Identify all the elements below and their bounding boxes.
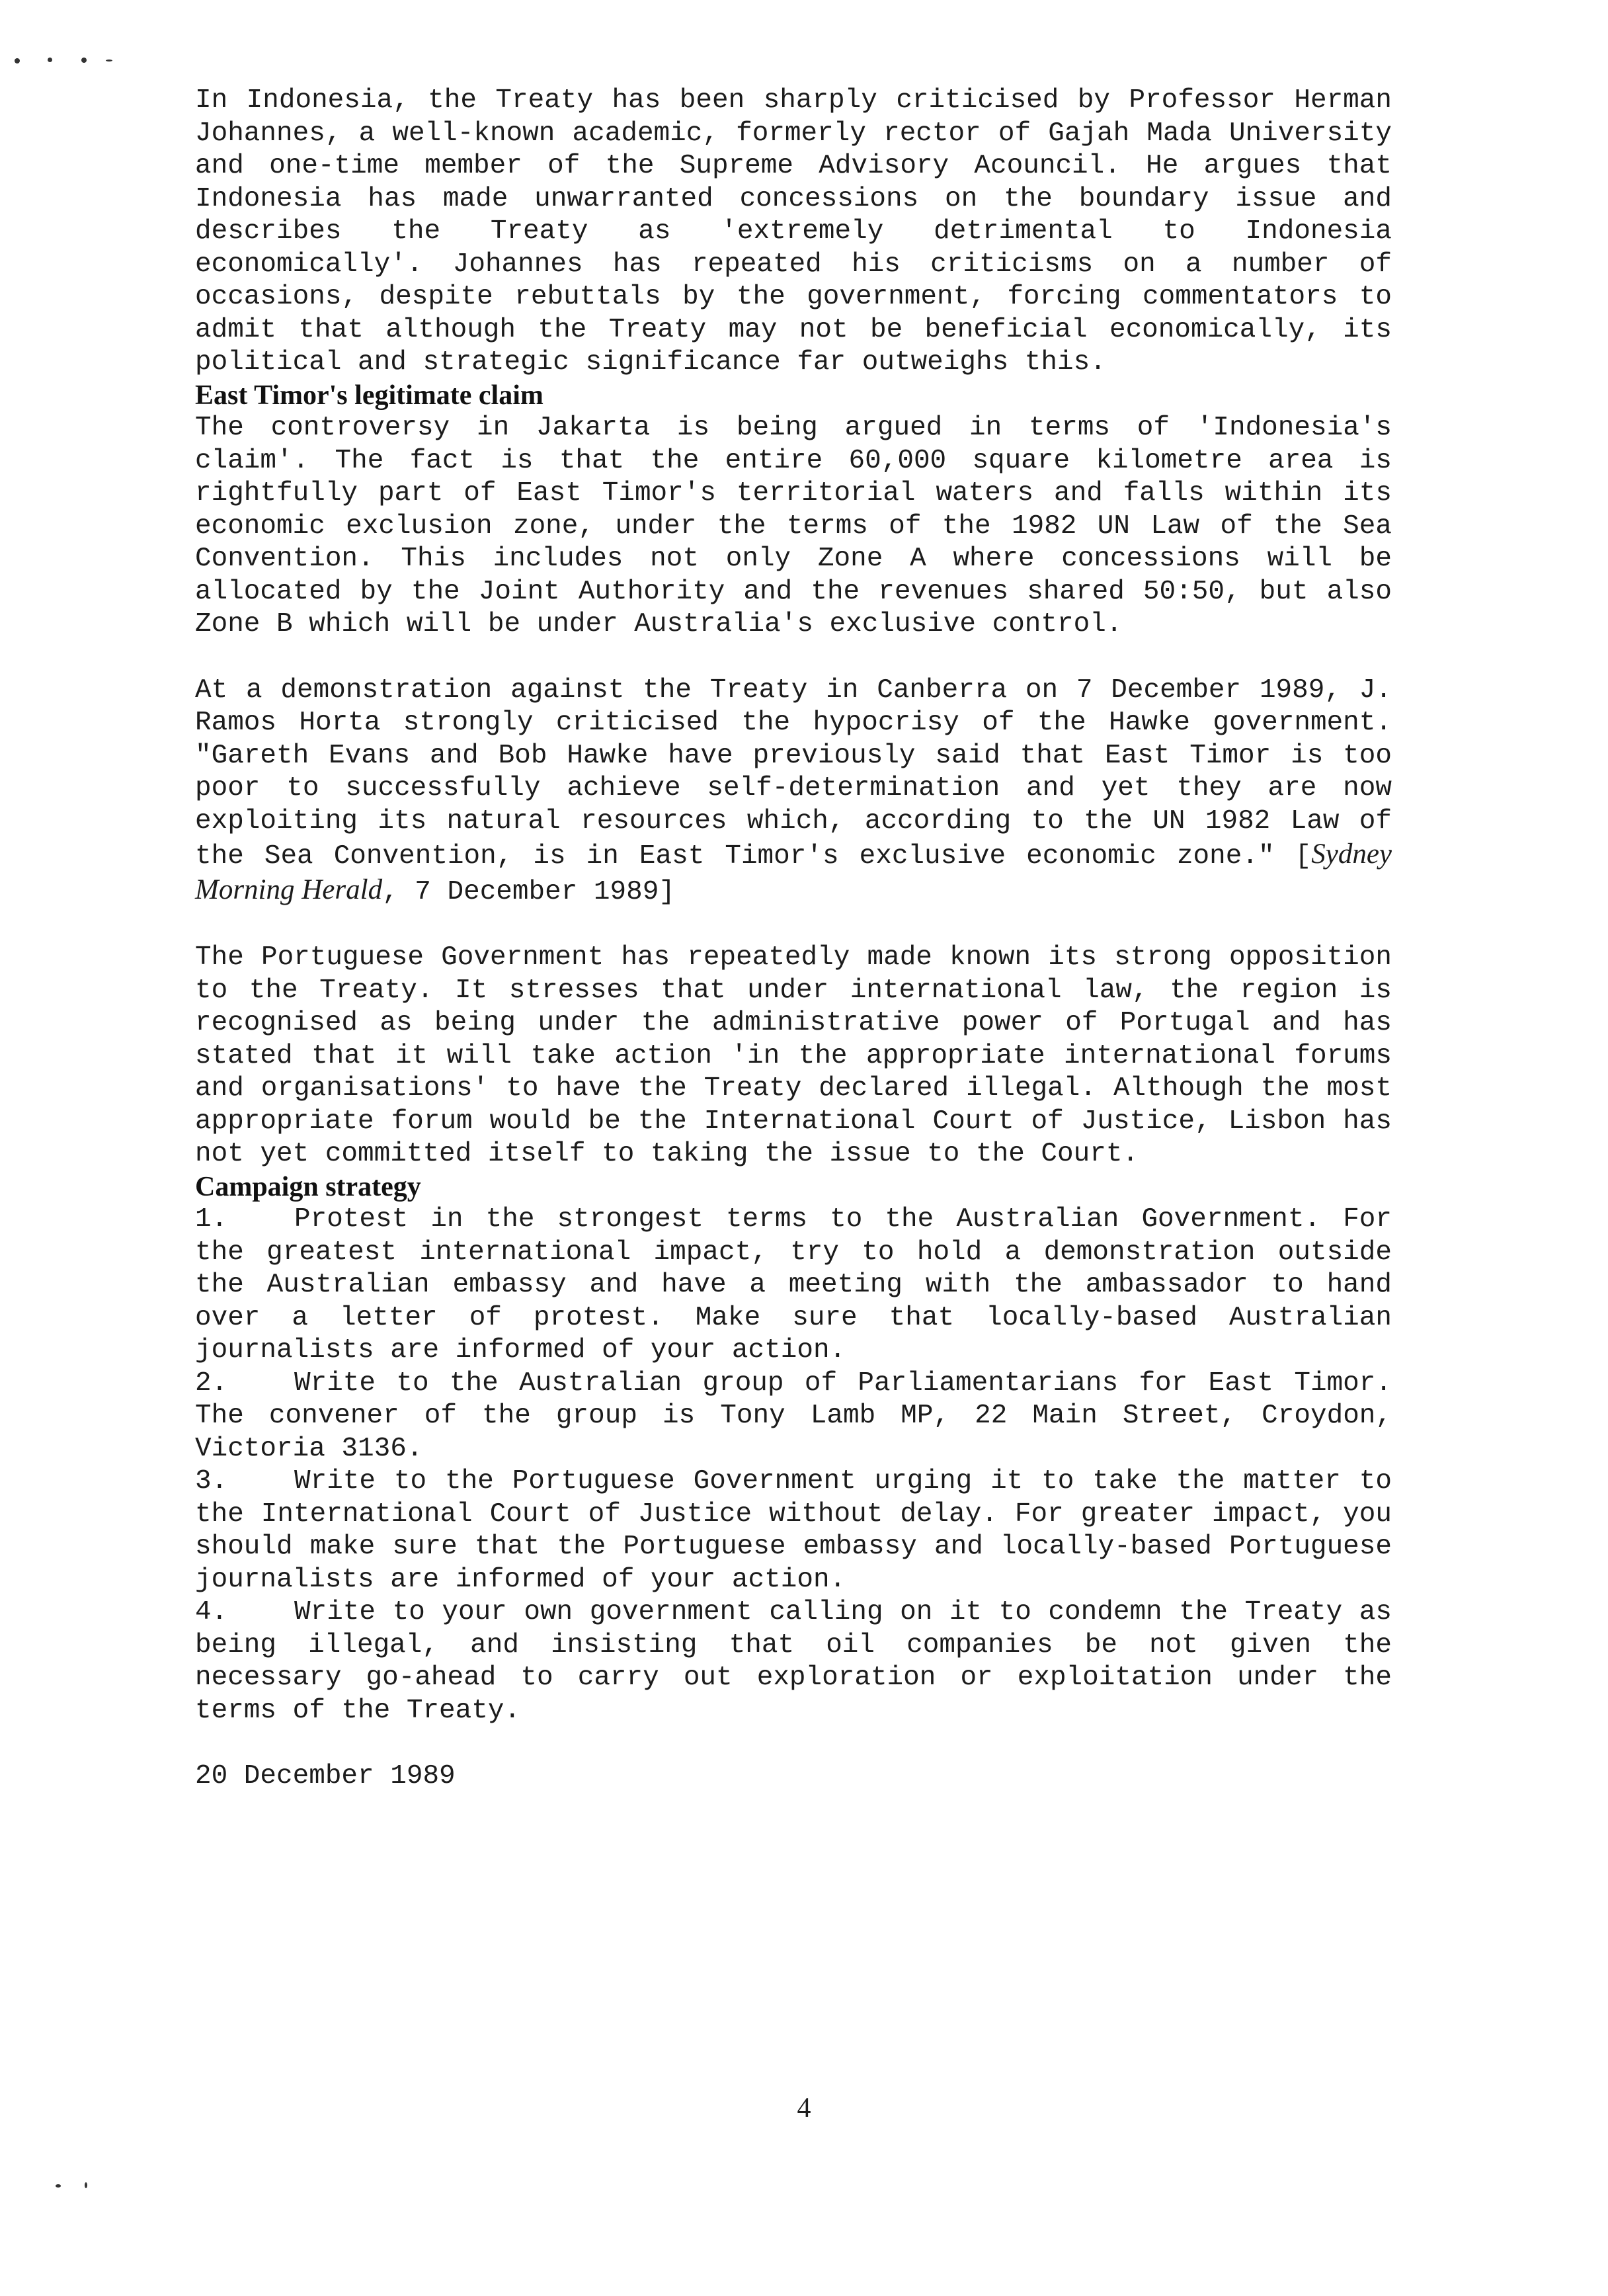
list-item-text: Write to the Australian group of Parliamentarians for East Timor. The convener of the group is Tony Lamb MP, 22 Main Street, Croydon, Victoria 3136. <box>195 1368 1392 1464</box>
list-item <box>195 1368 1392 1466</box>
list-item-number: 3. <box>195 1466 228 1496</box>
scan-speck <box>56 2184 61 2188</box>
claim-paragraph-3: The Portuguese Government has repeatedly made known its strong opposition to the Treaty. It stresses that under international law, the region is recognised as being under the administrative power of Portugal and has stated that it will take action 'in the appropriate international forums and organisations' to have the Treaty declared illegal. Although the most appropriate forum would be the International Court of Justice, Lisbon has not yet committed itself to taking the issue to the Court. <box>195 942 1392 1169</box>
list-item <box>195 1204 1392 1368</box>
list-item-number: 4. <box>195 1597 228 1627</box>
list-item-number: 1. <box>195 1204 228 1235</box>
intro-paragraph: In Indonesia, the Treaty has been sharply criticised by Professor Herman Johannes, a well-known academic, formerly rector of Gajah Mada University and one-time member of the Supreme Advisory Acouncil. He argues that Indonesia has made unwarranted concessions on the boundary issue and describes the Treaty as 'extremely detrimental to Indonesia economically'. Johannes has repeated his criticisms on a number of occasions, despite rebuttals by the government, forcing commentators to admit that although the Treaty may not be beneficial economically, its political and strategic significance far outweighs this. <box>195 85 1392 378</box>
scan-speck <box>48 58 52 62</box>
list-item <box>195 1596 1392 1727</box>
claim-paragraph-1: The controversy in Jakarta is being argued in terms of 'Indonesia's claim'. The fact is that the entire 60,000 square kilometre area is rightfully part of East Timor's territorial waters and falls within its economic exclusion zone, under the terms of the 1982 UN Law of the Sea Convention. This includes not only Zone A where concessions will be allocated by the Joint Authority and the revenues shared 50:50, but also Zone B which will be under Australia's exclusive control. <box>195 413 1392 639</box>
list-item-text: Write to your own government calling on it to condemn the Treaty as being illegal, and insisting that oil companies be not given the necessary go-ahead to carry out exploration or exploitation under the terms of the Treaty. <box>195 1597 1392 1726</box>
citation-date: , 7 December 1989] <box>382 876 675 907</box>
list-item-text: Protest in the strongest terms to the Australian Government. For the greatest international impact, try to hold a demonstration outside the Australian embassy and have a meeting with the ambassador to hand over a letter of protest. Make sure that locally-based Australian journalists are informed of your action. <box>195 1204 1392 1366</box>
list-item <box>195 1465 1392 1596</box>
claim-paragraph-2-text: At a demonstration against the Treaty in Canberra on 7 December 1989, J. Ramos Horta strongly criticised the hypocrisy of the Hawke government. "Gareth Evans and Bob Hawke have previously said that East Timor is too poor to successfully achieve self-determination and yet they are now exploiting its natural resources which, according to the UN 1982 Law of the Sea Convention, is in East Timor's exclusive economic zone." [ <box>195 675 1392 872</box>
list-item-text: Write to the Portuguese Government urging it to take the matter to the International Court of Justice without delay. For greater impact, you should make sure that the Portuguese embassy and locally-based Portuguese journalists are informed of your action. <box>195 1466 1392 1595</box>
section-heading-campaign: Campaign strategy <box>195 1171 421 1202</box>
section-heading-claim: East Timor's legitimate claim <box>195 380 543 411</box>
claim-paragraph-2 <box>195 675 1392 909</box>
scan-speck <box>85 2182 87 2188</box>
scan-speck <box>106 60 112 62</box>
scan-speck <box>81 58 87 63</box>
page-number: 4 <box>797 2093 811 2123</box>
list-item-number: 2. <box>195 1368 228 1399</box>
scan-speck <box>15 58 20 63</box>
citation-source: Sydney Morning Herald <box>195 839 1392 905</box>
document-body <box>195 85 1392 1793</box>
document-date: 20 December 1989 <box>195 1761 456 1791</box>
